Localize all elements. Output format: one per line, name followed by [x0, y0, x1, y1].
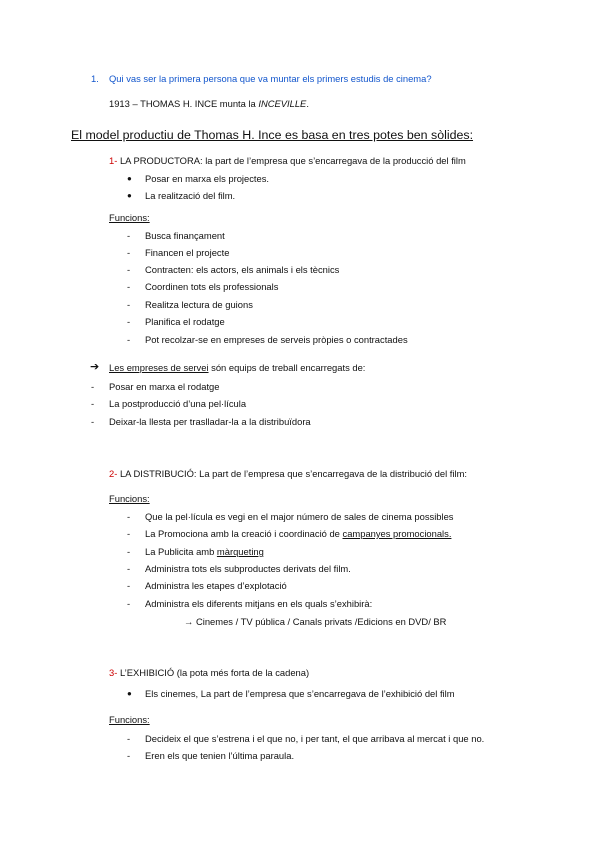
dash-marker: -: [127, 247, 131, 258]
dash-marker: -: [127, 563, 131, 574]
dash-marker: -: [127, 528, 131, 539]
distribucio-title: LA DISTRIBUCIÓ: La part de l’empresa que s’encarregava de la distribució del film:: [117, 468, 467, 479]
section-heading: El model productiu de Thomas H. Ince es basa en tres potes ben sòlides:: [71, 128, 474, 142]
distribucio-funcions-label: Funcions:: [109, 493, 150, 504]
serveis-item: La postproducció d’una pel·lícula: [109, 398, 247, 409]
dash-marker: -: [127, 750, 131, 761]
f3-underlined: màrqueting: [216, 546, 264, 557]
productora-bullet: Posar en marxa els projectes.: [145, 173, 270, 184]
distribucio-channels: → Cinemes / TV pública / Canals privats /Edicions en DVD/ BR: [184, 616, 447, 627]
productora-funcio: Realitza lectura de guions: [145, 299, 253, 310]
distribucio-number: 2-: [109, 468, 118, 479]
bullet-icon: ●: [127, 174, 132, 183]
productora-funcio: Planifica el rodatge: [145, 316, 225, 327]
serveis-lead: [109, 362, 365, 374]
bullet-icon: ●: [127, 191, 132, 200]
exhibicio-funcio: Decideix el que s’estrena i el que no, i per tant, el que arribava al mercat i que no.: [145, 733, 485, 744]
productora-title: LA PRODUCTORA: la part de l’empresa que s’encarregava de la producció del film: [117, 155, 466, 166]
exhibicio-bullet: Els cinemes, La part de l’empresa que s’encarregava de l’exhibició del film: [145, 688, 455, 699]
dash-marker: -: [127, 733, 131, 744]
answer-suffix: .: [306, 98, 309, 109]
productora-heading: [109, 155, 466, 167]
dash-marker: -: [127, 316, 131, 327]
distribucio-funcio: Administra els diferents mitjans en els quals s’exhibirà:: [145, 598, 373, 609]
f2-text: La Promociona amb la creació i coordinació de: [145, 528, 343, 539]
distribucio-funcio: [145, 528, 451, 540]
question-answer: [109, 98, 309, 110]
exhibicio-number: 3-: [109, 667, 118, 678]
distribucio-funcio: Que la pel·lícula es vegi en el major número de sales de cinema possibles: [145, 511, 454, 522]
dash-marker: -: [127, 334, 131, 345]
productora-funcions-label: Funcions:: [109, 212, 150, 223]
productora-funcio: Pot recolzar-se en empreses de serveis pròpies o contractades: [145, 334, 408, 345]
dash-marker: -: [127, 299, 131, 310]
distribucio-funcio: Administra tots els subproductes derivats del film.: [145, 563, 351, 574]
exhibicio-funcio: Eren els que tenien l’última paraula.: [145, 750, 295, 761]
answer-em: INCEVILLE: [258, 98, 307, 109]
dash-marker: -: [91, 398, 95, 409]
productora-funcio: Contracten: els actors, els animals i els tècnics: [145, 264, 340, 275]
dash-marker: -: [91, 416, 95, 427]
distribucio-funcio: [145, 546, 264, 558]
dash-marker: -: [127, 580, 131, 591]
productora-funcio: Coordinen tots els professionals: [145, 281, 279, 292]
question-number: 1.: [91, 73, 99, 84]
dash-marker: -: [127, 546, 131, 557]
f2-underlined: campanyes promocionals.: [342, 528, 452, 539]
answer-prefix: 1913 – THOMAS H. INCE munta la: [109, 98, 259, 109]
serveis-lead-underlined: Les empreses de servei: [109, 362, 209, 373]
serveis-lead-rest: són equips de treball encarregats de:: [208, 362, 366, 373]
dash-marker: -: [127, 598, 131, 609]
question-text: Qui vas ser la primera persona que va muntar els primers estudis de cinema?: [109, 73, 432, 84]
f3-text: La Publicita amb: [145, 546, 217, 557]
bullet-icon: ●: [127, 689, 132, 698]
distribucio-funcio: Administra les etapes d’explotació: [145, 580, 287, 591]
productora-number: 1-: [109, 155, 118, 166]
dash-marker: -: [127, 230, 131, 241]
exhibicio-funcions-label: Funcions:: [109, 714, 150, 725]
productora-funcio: Busca finançament: [145, 230, 225, 241]
dash-marker: -: [127, 511, 131, 522]
serveis-item: Deixar-la llesta per traslladar-la a la distribuïdora: [109, 416, 311, 427]
productora-bullet: La realització del film.: [145, 190, 236, 201]
productora-funcio: Financen el projecte: [145, 247, 230, 258]
distribucio-heading: [109, 468, 467, 480]
serveis-item: Posar en marxa el rodatge: [109, 381, 220, 392]
dash-marker: -: [127, 281, 131, 292]
arrow-right-icon: ➔: [90, 361, 100, 373]
dash-marker: -: [127, 264, 131, 275]
exhibicio-title: L’EXHIBICIÓ (la pota més forta de la cadena): [117, 667, 310, 678]
dash-marker: -: [91, 381, 95, 392]
exhibicio-heading: [109, 667, 309, 679]
